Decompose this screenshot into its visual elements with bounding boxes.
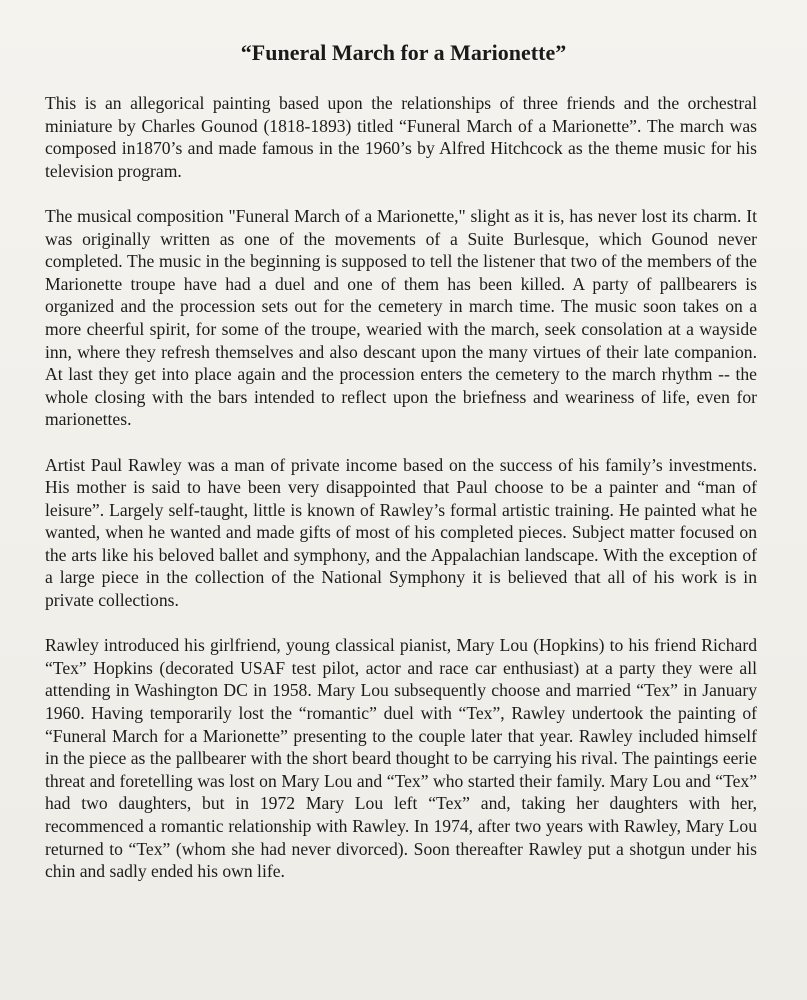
paragraph-composition: The musical composition "Funeral March of a Marionette," slight as it is, has never lost its charm. It was originally written as one of the movements of a Suite Burlesque, which Gounod never completed. The music in the beginning is supposed to tell the listener that two of the members of the Marionette troupe have had a duel and one of them has been killed. A party of pallbearers is organized and the procession sets out for the cemetery in march time. The music soon takes on a more cheerful spirit, for some of the troupe, wearied with the march, seek consolation at a wayside inn, where they refresh themselves and also descant upon the many virtues of their late companion. At last they get into place again and the procession enters the cemetery to the march rhythm -- the whole closing with the bars intended to reflect upon the briefness and weariness of life, even for marionettes. <box>45 205 757 430</box>
paragraph-intro: This is an allegorical painting based upon the relationships of three friends and the orchestral miniature by Charles Gounod (1818-1893) titled “Funeral March of a Marionette”. The march was composed in1870’s and made famous in the 1960’s by Alfred Hitchcock as the theme music for his television program. <box>45 93 757 181</box>
document-body <box>45 92 757 883</box>
document-title: “Funeral March for a Marionette” <box>240 40 567 65</box>
paragraph-story: Rawley introduced his girlfriend, young classical pianist, Mary Lou (Hopkins) to his friend Richard “Tex” Hopkins (decorated USAF test pilot, actor and race car enthusiast) at a party they were all attending in Washington DC in 1958. Mary Lou subsequently choose and married “Tex” in January 1960. Having temporarily lost the “romantic” duel with “Tex”, Rawley undertook the painting of “Funeral March for a Marionette” presenting to the couple later that year. Rawley included himself in the piece as the pallbearer with the short beard thought to be carrying his rival. The paintings eerie threat and foretelling was lost on Mary Lou and “Tex” who started their family. Mary Lou and “Tex” had two daughters, but in 1972 Mary Lou left “Tex” and, taking her daughters with her, recommenced a romantic relationship with Rawley. In 1974, after two years with Rawley, Mary Lou returned to “Tex” (whom she had never divorced). Soon thereafter Rawley put a shotgun under his chin and sadly ended his own life. <box>45 635 757 882</box>
paragraph-artist: Artist Paul Rawley was a man of private income based on the success of his family’s investments. His mother is said to have been very disappointed that Paul choose to be a painter and “man of leisure”. Largely self-taught, little is known of Rawley’s formal artistic training. He painted what he wanted, when he wanted and made gifts of most of his completed pieces. Subject matter focused on the arts like his beloved ballet and symphony, and the Appalachian landscape. With the exception of a large piece in the collection of the National Symphony it is believed that all of his work is in private collections. <box>45 454 757 611</box>
faint-pencil-mark: ​ <box>4 28 8 39</box>
